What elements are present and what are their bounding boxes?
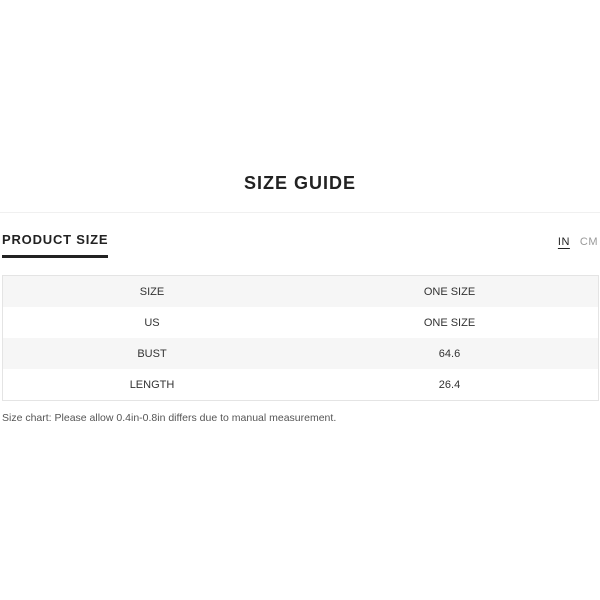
table-cell-label: US [144, 316, 160, 329]
table-cell-value: 64.6 [301, 338, 599, 369]
table-row-us [3, 307, 599, 338]
table-cell-label: BUST [3, 338, 302, 369]
size-chart-note: Size chart: Please allow 0.4in-0.8in differs due to manual measurement. [2, 412, 337, 424]
page-title: SIZE GUIDE [243, 173, 356, 193]
unit-in-toggle[interactable]: IN [557, 236, 570, 248]
table-cell-value: 26.4 [438, 378, 461, 391]
table-row-bust [3, 338, 599, 369]
table-cell-value: ONE SIZE [301, 276, 599, 308]
tab-product-size[interactable]: PRODUCT SIZE [2, 232, 108, 258]
title-divider [0, 212, 600, 213]
table-cell-label: LENGTH [129, 378, 175, 391]
size-table [2, 275, 599, 401]
table-row-size [3, 276, 599, 308]
unit-switch [558, 236, 598, 248]
unit-cm-toggle[interactable]: CM [579, 236, 598, 248]
table-cell-label: SIZE [3, 276, 302, 308]
table-row-length [3, 369, 599, 401]
table-cell-value: ONE SIZE [423, 316, 476, 329]
